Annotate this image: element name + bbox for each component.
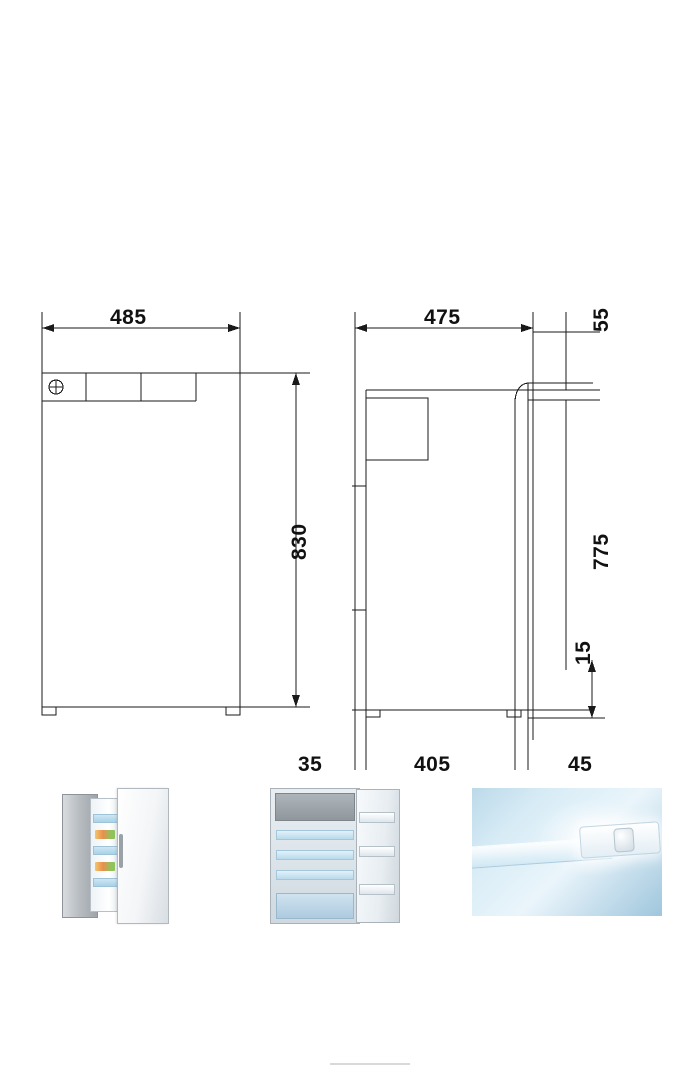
fridge-open-photo (270, 788, 398, 922)
dimension-drawing (0, 270, 683, 790)
shelf (93, 878, 119, 887)
shelf (276, 870, 354, 880)
product-photo-strip (0, 788, 683, 928)
dim-side-foot: 15 (572, 640, 595, 665)
shelf (93, 846, 119, 855)
dim-side-top-offset: 55 (590, 307, 613, 332)
door-shelf (359, 884, 395, 895)
fridge-closed-photo (62, 788, 168, 922)
door-shelf (359, 846, 395, 857)
shelf (276, 830, 354, 840)
outer-door (117, 788, 169, 924)
dim-side-height: 775 (590, 533, 613, 570)
dim-bottom-center: 405 (414, 753, 451, 776)
footer-rule (330, 1063, 410, 1065)
door-handle (119, 834, 123, 868)
shelf (276, 850, 354, 860)
freezer-compartment (275, 793, 355, 821)
drawing-canvas (0, 270, 683, 790)
dim-bottom-left: 35 (298, 753, 323, 776)
dim-side-depth: 475 (424, 306, 461, 329)
fridge-interior-photo (472, 788, 662, 916)
dim-front-height: 830 (288, 523, 311, 560)
food-items (95, 830, 115, 839)
crisper-drawer (276, 893, 354, 919)
door-shelf (359, 812, 395, 823)
dim-bottom-right: 45 (568, 753, 593, 776)
shelf (93, 814, 119, 823)
food-items (95, 862, 115, 871)
dim-front-width: 485 (110, 306, 147, 329)
thermostat-knob (613, 827, 635, 852)
